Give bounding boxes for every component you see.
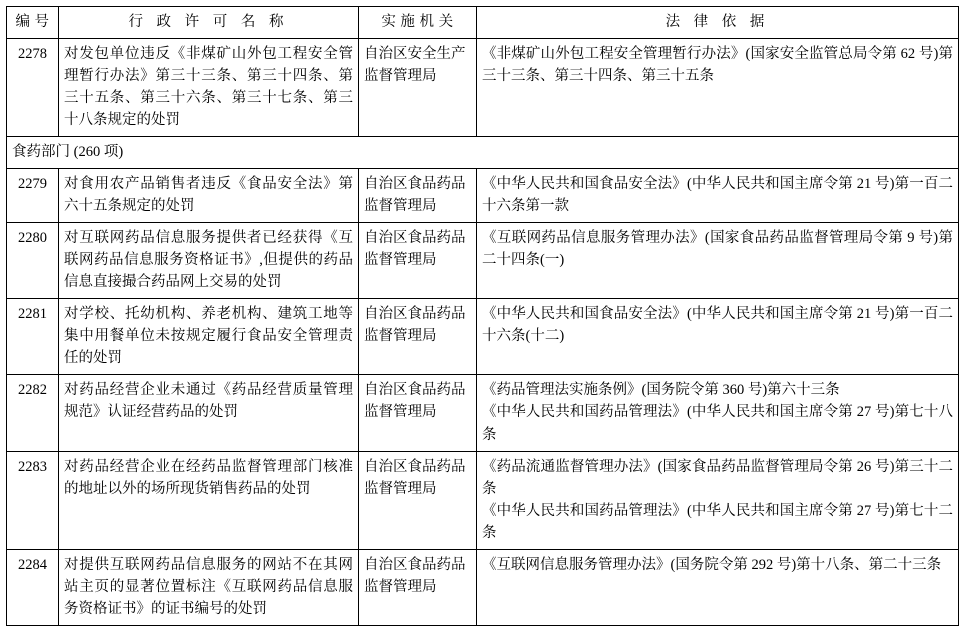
permit-basis: 《中华人民共和国食品安全法》(中华人民共和国主席令第 21 号)第一百二十六条第一款 — [477, 169, 959, 223]
table-body — [7, 39, 959, 626]
permit-name: 对学校、托幼机构、养老机构、建筑工地等集中用餐单位未按规定履行食品安全管理责任的处罚 — [59, 299, 359, 375]
permit-basis — [477, 451, 959, 549]
table-row — [7, 451, 959, 549]
table-row — [7, 299, 959, 375]
permit-name: 对药品经营企业在经药品监督管理部门核准的地址以外的场所现货销售药品的处罚 — [59, 451, 359, 549]
permit-org: 自治区食品药品监督管理局 — [359, 451, 477, 549]
permit-name: 对食用农产品销售者违反《食品安全法》第六十五条规定的处罚 — [59, 169, 359, 223]
permit-org: 自治区食品药品监督管理局 — [359, 223, 477, 299]
permit-basis: 《互联网药品信息服务管理办法》(国家食品药品监督管理局令第 9 号)第二十四条(一) — [477, 223, 959, 299]
permit-basis: 《中华人民共和国食品安全法》(中华人民共和国主席令第 21 号)第一百二十六条(十二) — [477, 299, 959, 375]
permit-name: 对互联网药品信息服务提供者已经获得《互联网药品信息服务资格证书》,但提供的药品信息直接撮合药品网上交易的处罚 — [59, 223, 359, 299]
permit-name: 对提供互联网药品信息服务的网站不在其网站主页的显著位置标注《互联网药品信息服务资格证书》的证书编号的处罚 — [59, 549, 359, 625]
permit-basis: 《互联网信息服务管理办法》(国务院令第 292 号)第十八条、第二十三条 — [477, 549, 959, 625]
permit-id: 2284 — [7, 549, 59, 625]
column-header-basis: 法 律 依 据 — [477, 7, 959, 39]
permit-org: 自治区食品药品监督管理局 — [359, 299, 477, 375]
permit-name: 对药品经营企业未通过《药品经营质量管理规范》认证经营药品的处罚 — [59, 375, 359, 451]
permit-id: 2280 — [7, 223, 59, 299]
table-row — [7, 223, 959, 299]
permit-id: 2279 — [7, 169, 59, 223]
permit-id: 2278 — [7, 39, 59, 137]
permit-name: 对发包单位违反《非煤矿山外包工程安全管理暂行办法》第三十三条、第三十四条、第三十五条、第三十六条、第三十七条、第三十八条规定的处罚 — [59, 39, 359, 137]
table-row — [7, 375, 959, 451]
permit-id: 2281 — [7, 299, 59, 375]
permit-org: 自治区安全生产监督管理局 — [359, 39, 477, 137]
permit-basis-line: 《药品管理法实施条例》(国务院令第 360 号)第六十三条 — [482, 382, 840, 399]
permit-org: 自治区食品药品监督管理局 — [359, 169, 477, 223]
section-row — [7, 137, 959, 169]
permit-id: 2283 — [7, 451, 59, 549]
permit-basis-line: 《药品流通监督管理办法》(国家食品药品监督管理局令第 26 号)第三十二条 — [482, 458, 953, 497]
table-header — [7, 7, 959, 39]
column-header-id: 编 号 — [7, 7, 59, 39]
column-header-org: 实 施 机 关 — [359, 7, 477, 39]
permit-basis: 《非煤矿山外包工程安全管理暂行办法》(国家安全监管总局令第 62 号)第三十三条、第三十四条、第三十五条 — [477, 39, 959, 137]
table-header-row — [7, 7, 959, 39]
permit-basis-line: 《中华人民共和国药品管理法》(中华人民共和国主席令第 27 号)第七十八条 — [482, 404, 953, 443]
section-title: 食药部门 (260 项) — [7, 137, 959, 169]
column-header-name: 行 政 许 可 名 称 — [59, 7, 359, 39]
permit-org: 自治区食品药品监督管理局 — [359, 549, 477, 625]
permit-id: 2282 — [7, 375, 59, 451]
table-row — [7, 39, 959, 137]
permit-basis-line: 《中华人民共和国药品管理法》(中华人民共和国主席令第 27 号)第七十二条 — [482, 502, 953, 541]
permit-org: 自治区食品药品监督管理局 — [359, 375, 477, 451]
permit-basis — [477, 375, 959, 451]
administrative-permit-table — [6, 6, 959, 626]
table-row — [7, 169, 959, 223]
table-row — [7, 549, 959, 625]
